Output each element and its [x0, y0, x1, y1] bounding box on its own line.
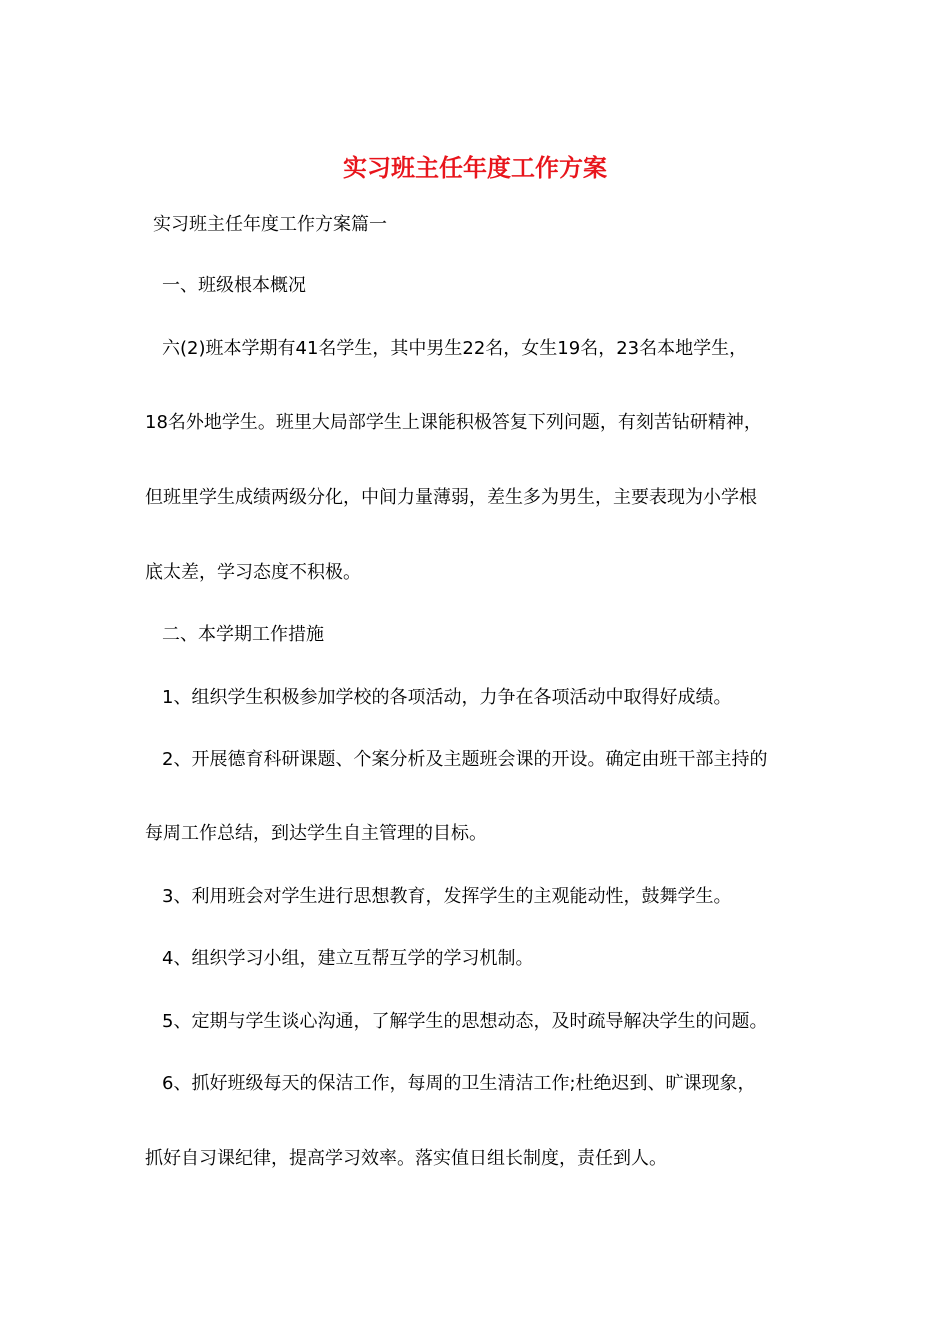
list-item: 1、组织学生积极参加学校的各项活动，力争在各项活动中取得好成绩。 [162, 687, 732, 708]
list-item-continuation: 每周工作总结，到达学生自主管理的目标。 [145, 823, 487, 844]
paragraph-line: 18名外地学生。班里大局部学生上课能积极答复下列问题，有刻苦钻研精神， [145, 412, 762, 433]
list-item-continuation: 抓好自习课纪律，提高学习效率。落实值日组长制度，责任到人。 [145, 1148, 667, 1169]
list-item: 3、利用班会对学生进行思想教育，发挥学生的主观能动性，鼓舞学生。 [162, 886, 732, 907]
document-title: 实习班主任年度工作方案 [343, 153, 607, 182]
document-subtitle: 实习班主任年度工作方案篇一 [153, 214, 387, 235]
list-item: 2、开展德育科研课题、个案分析及主题班会课的开设。确定由班干部主持的 [162, 749, 768, 770]
list-item: 6、抓好班级每天的保洁工作，每周的卫生清洁工作;杜绝迟到、旷课现象， [162, 1073, 756, 1094]
section-heading-2: 二、本学期工作措施 [162, 624, 324, 645]
section-heading-1: 一、班级根本概况 [162, 275, 306, 296]
list-item: 4、组织学习小组，建立互帮互学的学习机制。 [162, 948, 534, 969]
paragraph-line: 六(2)班本学期有41名学生，其中男生22名，女生19名，23名本地学生， [162, 338, 748, 359]
paragraph-line: 但班里学生成绩两级分化，中间力量薄弱，差生多为男生，主要表现为小学根 [145, 487, 757, 508]
paragraph-line: 底太差，学习态度不积极。 [145, 562, 361, 583]
list-item: 5、定期与学生谈心沟通，了解学生的思想动态，及时疏导解决学生的问题。 [162, 1011, 768, 1032]
